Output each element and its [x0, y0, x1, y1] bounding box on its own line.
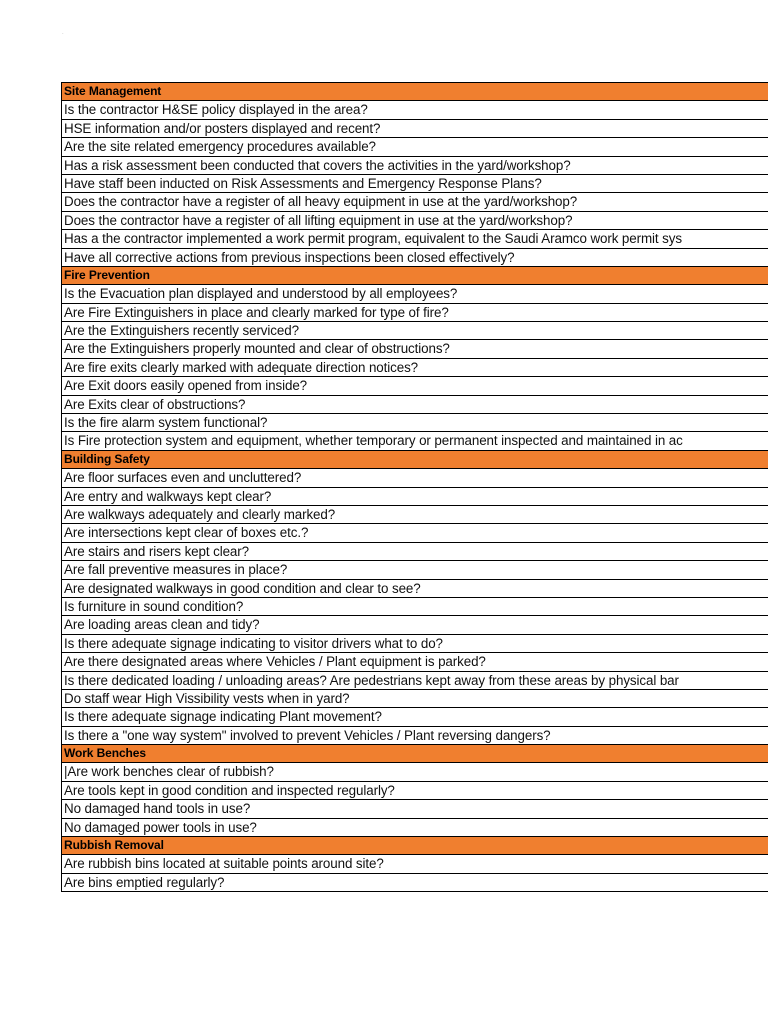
checklist-item: Do staff wear High Vissibility vests when in yard?: [61, 690, 768, 708]
page-mark: .: [62, 30, 64, 36]
checklist-item: Are tools kept in good condition and inspected regularly?: [61, 782, 768, 800]
checklist-item: Are floor surfaces even and uncluttered?: [61, 469, 768, 487]
checklist-item: Is there a "one way system" involved to prevent Vehicles / Plant reversing dangers?: [61, 727, 768, 745]
checklist-item: Have staff been inducted on Risk Assessments and Emergency Response Plans?: [61, 175, 768, 193]
checklist-item: HSE information and/or posters displayed and recent?: [61, 120, 768, 138]
checklist-item: Are the Extinguishers recently serviced?: [61, 322, 768, 340]
checklist-item: Are loading areas clean and tidy?: [61, 616, 768, 634]
checklist-item: Are the Extinguishers properly mounted and clear of obstructions?: [61, 340, 768, 358]
checklist-item: Are fall preventive measures in place?: [61, 561, 768, 579]
checklist-item: Is there dedicated loading / unloading areas? Are pedestrians kept away from these areas by physical bar: [61, 672, 768, 690]
checklist-item: Are there designated areas where Vehicles / Plant equipment is parked?: [61, 653, 768, 671]
checklist-item: Are fire exits clearly marked with adequate direction notices?: [61, 359, 768, 377]
section-header: Fire Prevention: [61, 267, 768, 285]
checklist-item: Is there adequate signage indicating Plant movement?: [61, 708, 768, 726]
checklist-item: Are bins emptied regularly?: [61, 874, 768, 892]
checklist-item: Is the fire alarm system functional?: [61, 414, 768, 432]
checklist-item: Are entry and walkways kept clear?: [61, 488, 768, 506]
checklist-item: Is Fire protection system and equipment, whether temporary or permanent inspected and maintained in ac: [61, 432, 768, 450]
checklist-item: Are Exits clear of obstructions?: [61, 396, 768, 414]
section-header: Rubbish Removal: [61, 837, 768, 855]
checklist-item: No damaged power tools in use?: [61, 819, 768, 837]
checklist-item: Are Fire Extinguishers in place and clearly marked for type of fire?: [61, 304, 768, 322]
checklist-item: Is the Evacuation plan displayed and understood by all employees?: [61, 285, 768, 303]
section-header: Work Benches: [61, 745, 768, 763]
checklist-item: Are stairs and risers kept clear?: [61, 543, 768, 561]
checklist-item: |Are work benches clear of rubbish?: [61, 763, 768, 781]
checklist-item: Is there adequate signage indicating to visitor drivers what to do?: [61, 635, 768, 653]
checklist-item: Are Exit doors easily opened from inside?: [61, 377, 768, 395]
section-header: Site Management: [61, 83, 768, 101]
checklist-item: Is furniture in sound condition?: [61, 598, 768, 616]
checklist-item: Are designated walkways in good condition and clear to see?: [61, 580, 768, 598]
checklist-item: Does the contractor have a register of all lifting equipment in use at the yard/workshop?: [61, 212, 768, 230]
checklist-item: Are walkways adequately and clearly marked?: [61, 506, 768, 524]
checklist-item: Has a risk assessment been conducted that covers the activities in the yard/workshop?: [61, 157, 768, 175]
checklist-item: Are the site related emergency procedures available?: [61, 138, 768, 156]
checklist-item: Are intersections kept clear of boxes etc.?: [61, 524, 768, 542]
checklist-item: No damaged hand tools in use?: [61, 800, 768, 818]
checklist-item: Are rubbish bins located at suitable points around site?: [61, 855, 768, 873]
checklist-item: Has a the contractor implemented a work permit program, equivalent to the Saudi Aramco work permit sys: [61, 230, 768, 248]
section-header: Building Safety: [61, 451, 768, 469]
checklist-item: Have all corrective actions from previous inspections been closed effectively?: [61, 249, 768, 267]
checklist-table: [61, 82, 768, 892]
checklist-item: Does the contractor have a register of all heavy equipment in use at the yard/workshop?: [61, 193, 768, 211]
checklist-item: Is the contractor H&SE policy displayed in the area?: [61, 101, 768, 119]
